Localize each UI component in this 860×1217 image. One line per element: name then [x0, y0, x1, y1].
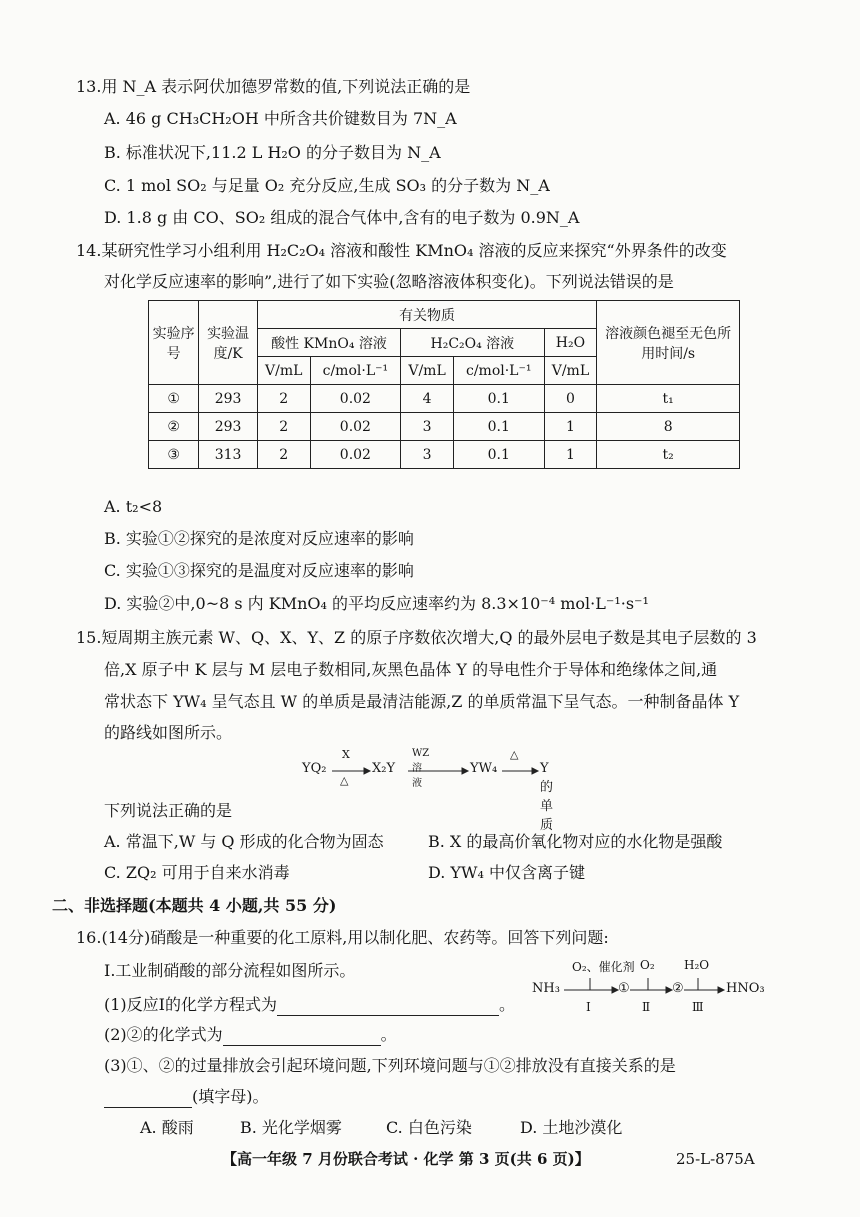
flow-r2-bottom: Ⅱ — [642, 1000, 651, 1014]
route-arrow2-top: WZ溶液 — [412, 748, 430, 789]
flow-node-2: ② — [672, 981, 684, 996]
cell: t₂ — [597, 441, 740, 469]
unit-c: c/mol·L⁻¹ — [310, 357, 401, 385]
cell: ③ — [149, 441, 199, 469]
q16-sub1: (1)反应Ⅰ的化学方程式为 。 — [104, 995, 516, 1014]
answer-blank-3[interactable] — [104, 1089, 192, 1108]
q15-stem-line2: 倍,X 原子中 K 层与 M 层电子数相同,灰黑色晶体 Y 的导电性介于导体和绝缘体之间,通 — [104, 660, 718, 679]
table-row — [149, 385, 740, 413]
page-code: 25-L-875A — [676, 1150, 755, 1168]
q14-option-c: C. 实验①③探究的是温度对反应速率的影响 — [104, 561, 414, 580]
cell: 4 — [401, 385, 454, 413]
route-x2y: X₂Y — [372, 761, 396, 776]
q16-sub3-line1: (3)①、②的过量排放会引起环境问题,下列环境问题与①②排放没有直接关系的是 — [104, 1056, 676, 1075]
flow-node-1: ① — [618, 981, 630, 996]
route-arrow3-top: △ — [510, 748, 519, 761]
table-row — [149, 413, 740, 441]
cell: 3 — [401, 441, 454, 469]
route-yq2: YQ₂ — [302, 761, 327, 776]
flow-r3-top: H₂O — [684, 958, 710, 972]
route-yw4: YW₄ — [470, 761, 498, 776]
unit-v: V/mL — [257, 357, 310, 385]
q16-sub1-text: (1)反应Ⅰ的化学方程式为 — [104, 995, 277, 1014]
q16-sub3-line2 — [104, 1086, 269, 1108]
q15-option-a: A. 常温下,W 与 Q 形成的化合物为固态 — [104, 832, 384, 851]
cell: 293 — [199, 413, 257, 441]
flow-r1-bottom: Ⅰ — [586, 1000, 591, 1014]
answer-blank-2[interactable] — [223, 1027, 381, 1046]
q15-stem-line4: 的路线如图所示。 — [104, 723, 233, 742]
q16-sub3-tail: (填字母)。 — [192, 1087, 269, 1106]
cell: 0.1 — [453, 413, 544, 441]
cell: 313 — [199, 441, 257, 469]
header-temp: 实验温度/K — [199, 301, 257, 385]
header-h2o: H₂O — [544, 329, 597, 357]
q13-stem: 13.用 N_A 表示阿伏加德罗常数的值,下列说法正确的是 — [76, 77, 471, 96]
section-2-heading: 二、非选择题(本题共 4 小题,共 55 分) — [52, 896, 337, 915]
header-kmno4: 酸性 KMnO₄ 溶液 — [257, 329, 400, 357]
cell: 2 — [257, 385, 310, 413]
flow-r3-bottom: Ⅲ — [692, 1000, 704, 1014]
cell: 8 — [597, 413, 740, 441]
cell: 0.1 — [453, 441, 544, 469]
cell: 0.02 — [310, 385, 401, 413]
nitric-acid-flow-diagram — [532, 956, 765, 1024]
cell: 1 — [544, 413, 597, 441]
q14-stem-line2: 对化学反应速率的影响”,进行了如下实验(忽略溶液体积变化)。下列说法错误的是 — [104, 272, 674, 291]
q14-stem-line1: 14.某研究性学习小组利用 H₂C₂O₄ 溶液和酸性 KMnO₄ 溶液的反应来探究“外界条件的改变 — [76, 241, 727, 260]
q16-part1: Ⅰ.工业制硝酸的部分流程如图所示。 — [104, 961, 356, 980]
q16-option-b: B. 光化学烟雾 — [240, 1118, 342, 1137]
q16-stem: 16.(14分)硝酸是一种重要的化工原料,用以制化肥、农药等。回答下列问题: — [76, 928, 609, 947]
cell: 0.02 — [310, 441, 401, 469]
unit-v: V/mL — [544, 357, 597, 385]
q15-option-c: C. ZQ₂ 可用于自来水消毒 — [104, 863, 290, 882]
experiment-table — [148, 300, 740, 469]
q13-option-d: D. 1.8 g 由 CO、SO₂ 组成的混合气体中,含有的电子数为 0.9N_A — [104, 208, 580, 227]
unit-c: c/mol·L⁻¹ — [453, 357, 544, 385]
q16-option-d: D. 土地沙漠化 — [520, 1118, 623, 1137]
q16-option-c: C. 白色污染 — [386, 1118, 472, 1137]
route-arrow1-top: X — [342, 748, 350, 761]
q15-stem-line1: 15.短周期主族元素 W、Q、X、Y、Z 的原子序数依次增大,Q 的最外层电子数是其电子层数的 3 — [76, 628, 757, 647]
q15-option-d: D. YW₄ 中仅含离子键 — [428, 863, 585, 882]
q15-option-b: B. X 的最高价氧化物对应的水化物是强酸 — [428, 832, 723, 851]
answer-blank-1[interactable] — [277, 997, 499, 1016]
flow-hno3: HNO₃ — [726, 981, 765, 996]
header-time: 溶液颜色褪至无色所用时间/s — [597, 301, 740, 385]
cell: 0 — [544, 385, 597, 413]
q13-option-b: B. 标准状况下,11.2 L H₂O 的分子数目为 N_A — [104, 143, 441, 162]
q14-option-d: D. 实验②中,0~8 s 内 KMnO₄ 的平均反应速率约为 8.3×10⁻⁴ mol·L⁻¹·s⁻¹ — [104, 594, 649, 613]
q15-stem-line3: 常状态下 YW₄ 呈气态且 W 的单质是最清洁能源,Z 的单质常温下呈气态。一种制备晶体 Y — [104, 692, 740, 711]
q14-option-b: B. 实验①②探究的是浓度对反应速率的影响 — [104, 529, 414, 548]
header-seq: 实验序号 — [149, 301, 199, 385]
q15-ask: 下列说法正确的是 — [104, 801, 233, 820]
q13-option-c: C. 1 mol SO₂ 与足量 O₂ 充分反应,生成 SO₃ 的分子数为 N_A — [104, 176, 550, 195]
unit-v: V/mL — [401, 357, 454, 385]
cell: 0.02 — [310, 413, 401, 441]
cell: 3 — [401, 413, 454, 441]
cell: 2 — [257, 441, 310, 469]
q16-sub2-text: (2)②的化学式为 — [104, 1025, 223, 1044]
q13-option-a: A. 46 g CH₃CH₂OH 中所含共价键数目为 7N_A — [104, 109, 457, 128]
cell: 2 — [257, 413, 310, 441]
route-arrow1-bottom: △ — [340, 774, 349, 787]
cell: 1 — [544, 441, 597, 469]
cell: 293 — [199, 385, 257, 413]
cell: t₁ — [597, 385, 740, 413]
cell: ② — [149, 413, 199, 441]
q16-option-a: A. 酸雨 — [140, 1118, 194, 1137]
header-h2c2o4: H₂C₂O₄ 溶液 — [401, 329, 544, 357]
route-y-element: Y 的单质 — [540, 761, 554, 833]
table-row — [149, 441, 740, 469]
q14-option-a: A. t₂<8 — [104, 497, 163, 516]
flow-r2-top: O₂ — [640, 958, 655, 972]
cell: ① — [149, 385, 199, 413]
flow-nh3: NH₃ — [532, 981, 560, 996]
q16-sub2: (2)②的化学式为 。 — [104, 1025, 397, 1044]
header-substances: 有关物质 — [257, 301, 597, 329]
cell: 0.1 — [453, 385, 544, 413]
flow-r1-top: O₂、催化剂 — [572, 960, 635, 974]
page-footer: 【高一年级 7 月份联合考试 · 化学 第 3 页(共 6 页)】 — [222, 1150, 590, 1168]
